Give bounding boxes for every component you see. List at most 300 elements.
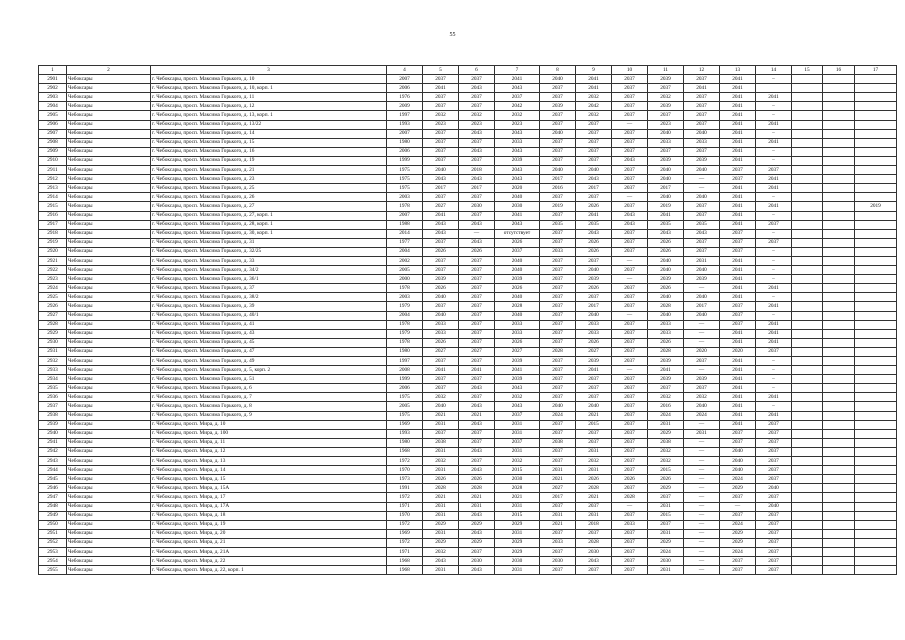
year-cell: 2040 (576, 266, 612, 275)
row-number-cell: 2950 (39, 520, 67, 529)
year-cell: 2035 (540, 220, 576, 229)
address-cell: г. Чебоксары, просп. Максима Горького, д. 10 (151, 75, 387, 84)
year-cell (792, 166, 823, 175)
year-cell: 2031 (648, 529, 684, 538)
year-cell: 2040 (756, 502, 792, 511)
year-cell: 2043 (459, 129, 495, 138)
year-cell (823, 538, 855, 547)
year-cell (855, 566, 897, 575)
year-cell: 2033 (540, 247, 576, 256)
year-cell: 2032 (423, 547, 459, 556)
year-cell (792, 175, 823, 184)
year-cell: 2037 (540, 193, 576, 202)
year-cell: 2043 (459, 175, 495, 184)
year-cell: 2037 (720, 493, 756, 502)
year-cell: 2037 (576, 147, 612, 156)
year-cell (823, 229, 855, 238)
year-cell: 2037 (720, 229, 756, 238)
year-cell: 1968 (387, 447, 423, 456)
year-cell: 2037 (612, 511, 648, 520)
table-row (39, 175, 897, 184)
year-cell: 2015 (648, 511, 684, 520)
year-cell: 2003 (387, 293, 423, 302)
address-cell: г. Чебоксары, просп. Максима Горького, д. 21 (151, 166, 387, 175)
year-cell: 2029 (648, 429, 684, 438)
year-cell: — (720, 502, 756, 511)
year-cell: 2037 (612, 420, 648, 429)
year-cell: 2043 (495, 175, 540, 184)
year-cell (756, 84, 792, 93)
year-cell: 2043 (495, 147, 540, 156)
year-cell: 2037 (612, 566, 648, 575)
year-cell (792, 111, 823, 120)
year-cell: 2037 (540, 457, 576, 466)
year-cell: 2024 (648, 411, 684, 420)
year-cell: 2018 (576, 520, 612, 529)
city-cell: Чебоксары (67, 457, 151, 466)
year-cell (792, 538, 823, 547)
year-cell: – (756, 211, 792, 220)
year-cell: 2037 (540, 302, 576, 311)
address-cell: г. Чебоксары, просп. Максима Горького, д. 47 (151, 347, 387, 356)
year-cell: 2029 (423, 520, 459, 529)
year-cell: 2032 (423, 393, 459, 402)
year-cell: 2033 (495, 138, 540, 147)
year-cell: 2031 (495, 429, 540, 438)
address-cell: г. Чебоксары, просп. Максима Горького, д. 37 (151, 284, 387, 293)
year-cell: 2041 (648, 211, 684, 220)
year-cell: 2033 (423, 320, 459, 329)
year-cell: 2026 (423, 247, 459, 256)
year-cell (792, 238, 823, 247)
city-cell: Чебоксары (67, 275, 151, 284)
year-cell: 2037 (540, 320, 576, 329)
year-cell: 2019 (648, 202, 684, 211)
year-cell: 2037 (495, 438, 540, 447)
year-cell: 2029 (495, 520, 540, 529)
address-cell: г. Чебоксары, просп. Мира, д. 100 (151, 429, 387, 438)
year-cell: – (756, 156, 792, 165)
table-row (39, 275, 897, 284)
year-cell: – (756, 229, 792, 238)
year-cell: 2016 (648, 402, 684, 411)
table-row (39, 284, 897, 293)
year-cell: 2039 (648, 75, 684, 84)
year-cell: 2041 (423, 84, 459, 93)
year-cell: 1980 (387, 347, 423, 356)
year-cell: 2037 (576, 156, 612, 165)
year-cell: 2037 (540, 120, 576, 129)
year-cell: 2037 (540, 147, 576, 156)
year-cell: 2006 (387, 147, 423, 156)
city-cell: Чебоксары (67, 366, 151, 375)
table-row (39, 184, 897, 193)
year-cell: 2040 (540, 166, 576, 175)
year-cell (823, 375, 855, 384)
year-cell (823, 520, 855, 529)
year-cell: 2037 (459, 357, 495, 366)
year-cell (792, 438, 823, 447)
year-cell: 2037 (720, 438, 756, 447)
table-row (39, 538, 897, 547)
year-cell: 2040 (648, 193, 684, 202)
year-cell: 2037 (612, 429, 648, 438)
year-cell: 2037 (684, 147, 720, 156)
year-cell: 2041 (720, 375, 756, 384)
year-cell: 1972 (387, 520, 423, 529)
year-cell: 2029 (720, 529, 756, 538)
row-number-cell: 2907 (39, 129, 67, 138)
year-cell: 2037 (459, 547, 495, 556)
year-cell: 2037 (612, 166, 648, 175)
year-cell: 2037 (612, 84, 648, 93)
address-cell: г. Чебоксары, просп. Максима Горького, д. 12 (151, 102, 387, 111)
year-cell: 2043 (459, 384, 495, 393)
year-cell (792, 293, 823, 302)
year-cell: 2017 (684, 302, 720, 311)
year-cell: 2026 (648, 247, 684, 256)
city-cell: Чебоксары (67, 84, 151, 93)
year-cell: 2043 (576, 175, 612, 184)
year-cell: 2041 (720, 275, 756, 284)
year-cell: 2037 (540, 211, 576, 220)
year-cell: 2031 (423, 466, 459, 475)
year-cell (855, 84, 897, 93)
year-cell: 2039 (684, 375, 720, 384)
city-cell: Чебоксары (67, 338, 151, 347)
year-cell (792, 302, 823, 311)
address-cell: г. Чебоксары, просп. Максима Горького, д. 39 (151, 302, 387, 311)
column-number-cell: 16 (823, 66, 855, 75)
year-cell (855, 166, 897, 175)
year-cell: 2037 (612, 557, 648, 566)
year-cell: 2029 (459, 520, 495, 529)
year-cell (823, 557, 855, 566)
year-cell: 2037 (540, 156, 576, 165)
year-cell: — (612, 502, 648, 511)
year-cell: 2020 (684, 347, 720, 356)
year-cell: 2005 (387, 266, 423, 275)
year-cell (855, 384, 897, 393)
address-cell: г. Чебоксары, просп. Максима Горького, д. 23 (151, 175, 387, 184)
table-row (39, 447, 897, 456)
year-cell: — (684, 320, 720, 329)
year-cell: 2014 (387, 229, 423, 238)
year-cell (823, 238, 855, 247)
year-cell: 2037 (684, 247, 720, 256)
city-cell: Чебоксары (67, 384, 151, 393)
year-cell: 2021 (540, 520, 576, 529)
year-cell (823, 493, 855, 502)
year-cell: 2037 (459, 156, 495, 165)
year-cell: 2024 (648, 547, 684, 556)
year-cell (855, 502, 897, 511)
row-number-cell: 2919 (39, 238, 67, 247)
year-cell: 2037 (540, 266, 576, 275)
year-cell: 2037 (540, 420, 576, 429)
year-cell: 2037 (423, 384, 459, 393)
year-cell: 1975 (387, 393, 423, 402)
year-cell (855, 447, 897, 456)
row-number-cell: 2940 (39, 429, 67, 438)
year-cell: 2037 (540, 547, 576, 556)
year-cell: 2043 (459, 420, 495, 429)
year-cell (792, 375, 823, 384)
year-cell: 2041 (495, 366, 540, 375)
year-cell: — (684, 484, 720, 493)
year-cell: 2037 (648, 384, 684, 393)
column-number-cell: 8 (540, 66, 576, 75)
row-number-cell: 2942 (39, 447, 67, 456)
year-cell: 1979 (387, 329, 423, 338)
year-cell: 1978 (387, 284, 423, 293)
year-cell: 2037 (612, 538, 648, 547)
year-cell: 2043 (459, 147, 495, 156)
year-cell: 2017 (540, 175, 576, 184)
city-cell: Чебоксары (67, 566, 151, 575)
year-cell: 2037 (756, 220, 792, 229)
year-cell (823, 502, 855, 511)
column-number-cell: 12 (684, 66, 720, 75)
year-cell: 1980 (387, 438, 423, 447)
year-cell: 2031 (648, 420, 684, 429)
year-cell: 2037 (612, 284, 648, 293)
year-cell: 2026 (576, 202, 612, 211)
year-cell: 2040 (576, 166, 612, 175)
year-cell: 2037 (612, 457, 648, 466)
year-cell: 2037 (576, 529, 612, 538)
year-cell: 2015 (495, 466, 540, 475)
city-cell: Чебоксары (67, 166, 151, 175)
address-cell: г. Чебоксары, просп. Максима Горького, д. 38/2 (151, 293, 387, 302)
table-row (39, 229, 897, 238)
year-cell: 2043 (612, 220, 648, 229)
year-cell: 2041 (720, 220, 756, 229)
year-cell (855, 156, 897, 165)
year-cell: 2037 (612, 384, 648, 393)
year-cell: 2023 (495, 120, 540, 129)
year-cell: 2041 (720, 293, 756, 302)
column-number-cell: 1 (39, 66, 67, 75)
year-cell: 2032 (423, 111, 459, 120)
year-cell: 2043 (495, 166, 540, 175)
address-cell: г. Чебоксары, просп. Максима Горького, д. 43 (151, 329, 387, 338)
year-cell: 1975 (387, 411, 423, 420)
year-cell: 2030 (459, 202, 495, 211)
year-cell: 2037 (612, 547, 648, 556)
year-cell: 2040 (648, 293, 684, 302)
row-number-cell: 2916 (39, 211, 67, 220)
row-number-cell: 2913 (39, 184, 67, 193)
table-row (39, 84, 897, 93)
year-cell (792, 147, 823, 156)
column-number-cell: 6 (459, 66, 495, 75)
year-cell: 2041 (756, 175, 792, 184)
year-cell: 2037 (576, 293, 612, 302)
address-cell: г. Чебоксары, просп. Максима Горького, д. 45 (151, 338, 387, 347)
year-cell: 2026 (495, 284, 540, 293)
year-cell: 2041 (720, 120, 756, 129)
year-cell (823, 284, 855, 293)
year-cell: 2037 (459, 302, 495, 311)
year-cell: 2037 (612, 175, 648, 184)
year-cell: 2039 (684, 275, 720, 284)
year-cell (855, 357, 897, 366)
year-cell (855, 147, 897, 156)
year-cell: 2040 (648, 266, 684, 275)
row-number-cell: 2944 (39, 466, 67, 475)
year-cell (855, 175, 897, 184)
year-cell: 2037 (612, 329, 648, 338)
year-cell: 2026 (423, 284, 459, 293)
year-cell: 2043 (495, 84, 540, 93)
year-cell: 2037 (459, 375, 495, 384)
city-cell: Чебоксары (67, 420, 151, 429)
year-cell: 2037 (720, 566, 756, 575)
year-cell (855, 520, 897, 529)
year-cell: 2032 (495, 457, 540, 466)
year-cell (855, 284, 897, 293)
year-cell: 2037 (540, 393, 576, 402)
year-cell (855, 338, 897, 347)
year-cell: 2033 (576, 320, 612, 329)
year-cell: 2037 (423, 193, 459, 202)
city-cell: Чебоксары (67, 247, 151, 256)
year-cell: 2031 (648, 502, 684, 511)
table-row (39, 338, 897, 347)
table-row (39, 557, 897, 566)
year-cell: 2037 (684, 102, 720, 111)
address-cell: г. Чебоксары, просп. Максима Горького, д. 16 (151, 147, 387, 156)
year-cell: 2037 (720, 320, 756, 329)
year-cell: 2023 (459, 120, 495, 129)
year-cell (823, 156, 855, 165)
city-cell: Чебоксары (67, 438, 151, 447)
city-cell: Чебоксары (67, 557, 151, 566)
year-cell: 2041 (756, 202, 792, 211)
row-number-cell: 2932 (39, 357, 67, 366)
year-cell: 1976 (387, 93, 423, 102)
year-cell: 2037 (540, 375, 576, 384)
city-cell: Чебоксары (67, 93, 151, 102)
year-cell (823, 93, 855, 102)
year-cell: 2029 (720, 538, 756, 547)
table-row (39, 366, 897, 375)
year-cell: 2039 (648, 275, 684, 284)
year-cell: 1971 (387, 502, 423, 511)
year-cell: 2037 (459, 275, 495, 284)
year-cell: 2043 (648, 229, 684, 238)
table-row (39, 311, 897, 320)
year-cell: 2041 (720, 93, 756, 102)
year-cell: 2043 (495, 384, 540, 393)
year-cell: 2037 (612, 484, 648, 493)
year-cell: 2041 (756, 338, 792, 347)
year-cell: 2037 (612, 302, 648, 311)
table-row (39, 566, 897, 575)
address-cell: г. Чебоксары, просп. Максима Горького, д. 27 (151, 202, 387, 211)
year-cell: 2031 (495, 447, 540, 456)
year-cell: 2037 (756, 511, 792, 520)
year-cell: 2031 (684, 256, 720, 265)
row-number-cell: 2933 (39, 366, 67, 375)
row-number-cell: 2910 (39, 156, 67, 165)
year-cell: — (612, 256, 648, 265)
year-cell: 2040 (540, 129, 576, 138)
year-cell: 2031 (423, 529, 459, 538)
table-row (39, 347, 897, 356)
address-cell: г. Чебоксары, просп. Мира, д. 13 (151, 457, 387, 466)
year-cell: 1971 (387, 547, 423, 556)
address-cell: г. Чебоксары, просп. Максима Горького, д. 31 (151, 238, 387, 247)
year-cell: 1997 (387, 111, 423, 120)
year-cell: 2037 (612, 75, 648, 84)
year-cell (855, 366, 897, 375)
year-cell: 2021 (576, 411, 612, 420)
city-cell: Чебоксары (67, 284, 151, 293)
year-cell: – (756, 111, 792, 120)
year-cell: — (684, 520, 720, 529)
row-number-cell: 2930 (39, 338, 67, 347)
city-cell: Чебоксары (67, 538, 151, 547)
year-cell (855, 484, 897, 493)
row-number-cell: 2920 (39, 247, 67, 256)
city-cell: Чебоксары (67, 138, 151, 147)
year-cell: 2032 (648, 93, 684, 102)
year-cell: 2040 (576, 402, 612, 411)
year-cell: 2026 (648, 475, 684, 484)
year-cell: 2037 (612, 320, 648, 329)
year-cell: 2030 (495, 475, 540, 484)
year-cell: 2037 (756, 347, 792, 356)
year-cell (792, 184, 823, 193)
row-number-cell: 2914 (39, 193, 67, 202)
year-cell: 2037 (684, 357, 720, 366)
column-number-cell: 11 (648, 66, 684, 75)
year-cell: 2040 (684, 129, 720, 138)
year-cell (792, 502, 823, 511)
row-number-cell: 2946 (39, 484, 67, 493)
year-cell: 2041 (576, 366, 612, 375)
year-cell (792, 493, 823, 502)
city-cell: Чебоксары (67, 111, 151, 120)
year-cell: 2004 (387, 311, 423, 320)
year-cell: 2043 (612, 156, 648, 165)
table-row (39, 156, 897, 165)
year-cell: 2041 (720, 284, 756, 293)
city-cell: Чебоксары (67, 75, 151, 84)
table-row (39, 375, 897, 384)
year-cell (792, 447, 823, 456)
year-cell: 2037 (540, 229, 576, 238)
year-cell: 2037 (720, 247, 756, 256)
year-cell: 2029 (648, 538, 684, 547)
column-number-cell: 15 (792, 66, 823, 75)
column-number-cell: 3 (151, 66, 387, 75)
year-cell: — (684, 184, 720, 193)
city-cell: Чебоксары (67, 429, 151, 438)
city-cell: Чебоксары (67, 156, 151, 165)
table-row (39, 238, 897, 247)
year-cell: 2033 (648, 320, 684, 329)
row-number-cell: 2909 (39, 147, 67, 156)
city-cell: Чебоксары (67, 229, 151, 238)
year-cell (855, 129, 897, 138)
address-cell: г. Чебоксары, просп. Мира, д. 21 (151, 538, 387, 547)
year-cell (792, 120, 823, 129)
year-cell: 2042 (495, 102, 540, 111)
year-cell (792, 247, 823, 256)
